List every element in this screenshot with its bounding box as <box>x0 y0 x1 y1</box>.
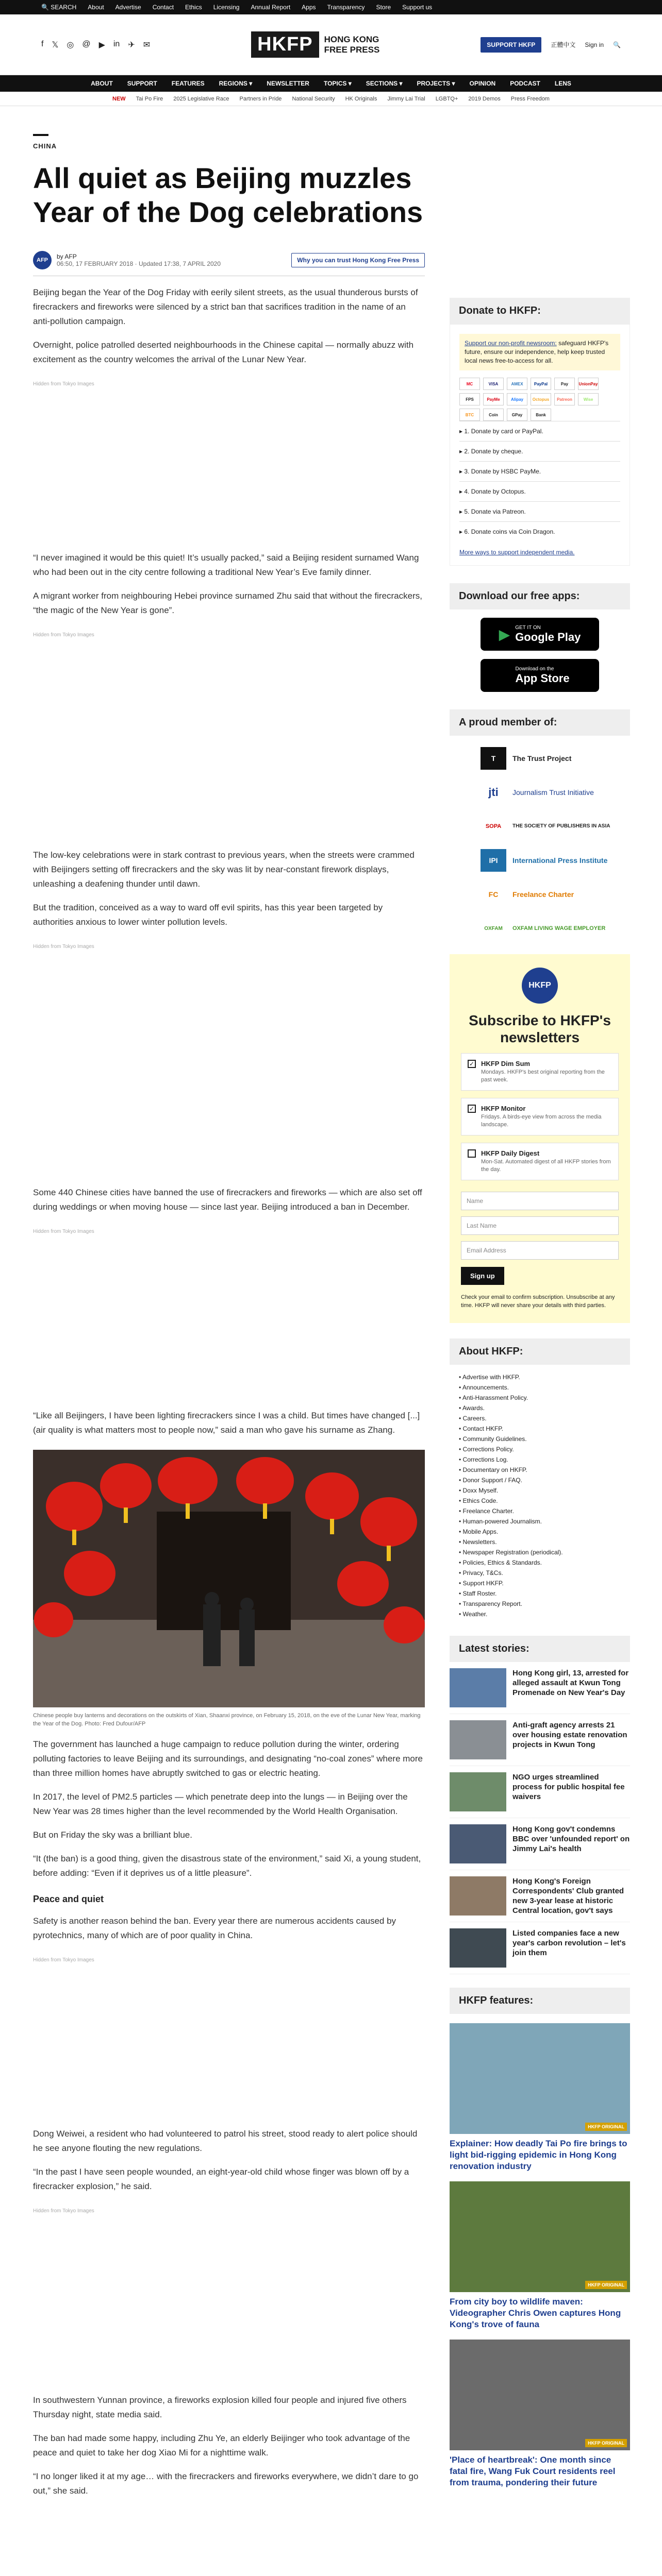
tag-link[interactable]: National Security <box>292 95 335 102</box>
about-link[interactable]: About <box>88 4 104 11</box>
apps-link[interactable]: Apps <box>302 4 316 11</box>
threads-icon[interactable]: @ <box>82 39 91 48</box>
about-link[interactable]: • Weather. <box>459 1609 621 1619</box>
nav-lens[interactable]: LENS <box>554 80 571 87</box>
about-link[interactable]: • Corrections Log. <box>459 1454 621 1465</box>
sidebar <box>450 298 630 2488</box>
payment-icon: PayMe <box>483 393 504 405</box>
member-trust-project[interactable]: T The Trust Project <box>450 747 630 770</box>
ad-space <box>33 387 425 541</box>
about-link[interactable]: • Awards. <box>459 1403 621 1413</box>
payment-icon: PayPal <box>531 378 551 390</box>
nav-podcast[interactable]: PODCAST <box>510 80 540 87</box>
oxfam-logo: OXFAM <box>484 925 503 931</box>
trending-tags <box>0 92 662 106</box>
feature-title: Explainer: How deadly Tai Po fire brings to light bid-rigging epidemic in Hong Kong renovation industry <box>450 2139 627 2171</box>
donate-option[interactable]: ▸ 1. Donate by card or PayPal. <box>459 421 620 441</box>
support-us-link[interactable]: Support us <box>402 4 433 11</box>
payment-icon: UnionPay <box>578 378 599 390</box>
member-oxfam[interactable]: OXFAM OXFAM LIVING WAGE EMPLOYER <box>450 917 630 940</box>
donate-heading: Donate to HKFP: <box>450 298 630 324</box>
paragraph: “It (the ban) is a good thing, given the disastrous state of the environment,” said Xi, a young student, before adding: “Even if it deprives us of a little pleasure”. <box>33 1854 421 1878</box>
trust-project-logo: T <box>481 747 506 770</box>
story-thumbnail <box>450 1720 506 1759</box>
paragraph: Beijing began the Year of the Dog Friday with eerily silent streets, as the usual thunderous bursts of firecrackers and fireworks were silenced by a strict ban that sacrifices tradition in the name of an anti-pollution campaign. <box>33 287 418 326</box>
checkbox[interactable]: ✓ <box>468 1105 476 1113</box>
about-link[interactable]: • Anti-Harassment Policy. <box>459 1393 621 1403</box>
lantern-photo-illustration <box>33 1450 425 1707</box>
tag-link[interactable]: Jimmy Lai Trial <box>387 95 425 102</box>
header-actions <box>481 37 621 53</box>
original-badge: HKFP ORIGINAL <box>585 2281 627 2289</box>
nav-about[interactable]: ABOUT <box>91 80 113 87</box>
latest-story[interactable]: NGO urges streamlined process for public hospital fee waivers <box>450 1766 630 1818</box>
article-title: All quiet as Beijing muzzles Year of the Dog celebrations <box>33 162 423 228</box>
about-heading: About HKFP: <box>450 1338 630 1365</box>
paragraph: A migrant worker from neighbouring Hebei province surnamed Zhu said that without the firecrackers, “the magic of the New Year is gone”. <box>33 591 422 615</box>
contact-link[interactable]: Contact <box>152 4 174 11</box>
paragraph: “I no longer liked it at my age… with the firecrackers and fireworks everywhere, we didn’t dare to go out,” she said. <box>33 2471 419 2496</box>
google-play-button[interactable]: ▶ GET IT ON Google Play <box>481 618 599 651</box>
feature-image <box>450 2181 630 2292</box>
checkbox[interactable]: ✓ <box>468 1060 476 1068</box>
linkedin-icon[interactable]: in <box>113 39 120 48</box>
newsletter-title: Subscribe to HKFP's newsletters <box>469 1012 611 1045</box>
about-link[interactable]: • Contact HKFP. <box>459 1423 621 1434</box>
category-label[interactable]: CHINA <box>33 142 57 150</box>
member-jti[interactable]: jti Journalism Trust Initiative <box>450 781 630 804</box>
transparency-link[interactable]: Transparency <box>327 4 365 11</box>
site-header <box>0 14 662 75</box>
ad-space <box>33 1234 425 1399</box>
donate-intro-link[interactable]: Support our non-profit newsroom: <box>465 340 557 347</box>
nav-sections[interactable]: SECTIONS ▾ <box>366 80 403 87</box>
payment-icon: FPS <box>459 393 480 405</box>
ad-space <box>33 950 425 1176</box>
about-link[interactable]: • Announcements. <box>459 1382 621 1393</box>
feature-image <box>450 2023 630 2134</box>
about-link[interactable]: • Donor Support / FAQ. <box>459 1475 621 1485</box>
feature-title: 'Place of heartbreak': One month since fatal fire, Wang Fuk Court residents reel from trauma, pondering their future <box>450 2455 616 2487</box>
payment-icon: BTC <box>459 409 480 421</box>
latest-story[interactable]: Hong Kong's Foreign Correspondents' Club granted new 3-year lease at historic Central location, gov't says <box>450 1870 630 1922</box>
apps-heading: Download our free apps: <box>450 583 630 609</box>
payment-methods <box>459 378 620 421</box>
donate-option[interactable]: ▸ 6. Donate coins via Coin Dragon. <box>459 521 620 541</box>
payment-icon: Wise <box>578 393 599 405</box>
about-link[interactable]: • Freelance Charter. <box>459 1506 621 1516</box>
ad-space <box>33 2214 425 2384</box>
about-link[interactable]: • Careers. <box>459 1413 621 1423</box>
google-play-icon: ▶ <box>499 626 510 642</box>
about-link[interactable]: • Documentary on HKFP. <box>459 1465 621 1475</box>
latest-story[interactable]: Hong Kong gov't condemns BBC over 'unfounded report' on Jimmy Lai's health <box>450 1818 630 1870</box>
paragraph: But the tradition, conceived as a way to ward off evil spirits, has this year been targeted by authorities anxious to lower winter pollution levels. <box>33 903 383 927</box>
advertise-link[interactable]: Advertise <box>115 4 141 11</box>
tag-link[interactable]: 2019 Demos <box>468 95 501 102</box>
paragraph: Overnight, police patrolled deserted neighbourhoods in the Chinese capital — normally abuzz with excitement as the country welcomes the arrival of the Lunar New Year. <box>33 340 414 364</box>
payment-icon: MC <box>459 378 480 390</box>
name-field[interactable]: Name <box>461 1192 619 1210</box>
donate-option[interactable]: ▸ 3. Donate by HSBC PayMe. <box>459 461 620 481</box>
nav-newsletter[interactable]: NEWSLETTER <box>267 80 309 87</box>
paragraph: In southwestern Yunnan province, a fireworks explosion killed four people and injured five others Thursday night, state media said. <box>33 2395 407 2419</box>
ad-label: Hidden from Tokyo Images <box>33 381 94 387</box>
trust-link[interactable]: Why you can trust Hong Kong Free Press <box>291 253 425 267</box>
paragraph: But on Friday the sky was a brilliant blue. <box>33 1830 192 1840</box>
tag-link[interactable]: Press Freedom <box>510 95 550 102</box>
photo-caption: Chinese people buy lanterns and decorations on the outskirts of Xian, Shaanxi province, on February 15, 2018, on the eve of the Lunar New Year, marking the Year of the Dog. Photo: Fred Dufour/AFP <box>33 1713 421 1727</box>
paragraph: Safety is another reason behind the ban. Every year there are numerous accidents caused by pyrotechnics, many of which are of poor quality in China. <box>33 1916 396 1940</box>
paragraph: “In the past I have seen people wounded, an eight-year-old child whose finger was blown off by a firecracker explosion,” he said. <box>33 2167 409 2191</box>
payment-icon: Coin <box>483 409 504 421</box>
category-bar <box>33 134 48 136</box>
site-logo[interactable] <box>251 31 379 58</box>
donate-panel <box>450 324 630 566</box>
email-icon[interactable]: ✉ <box>143 40 151 49</box>
donate-option[interactable]: ▸ 2. Donate by cheque. <box>459 441 620 461</box>
newsletter-signup <box>450 954 630 1323</box>
payment-icon: Pay <box>554 378 575 390</box>
about-link[interactable]: • Support HKFP. <box>459 1578 621 1588</box>
ad-label: Hidden from Tokyo Images <box>33 944 94 950</box>
tag-link[interactable]: Partners in Pride <box>239 95 282 102</box>
newsletter-option-daily-digest[interactable]: HKFP Daily Digest Mon-Sat. Automated digest of all HKFP stories from the day. <box>461 1143 619 1180</box>
about-link[interactable]: • Transparency Report. <box>459 1599 621 1609</box>
about-list <box>450 1365 630 1626</box>
newsletter-option-dim-sum[interactable]: ✓ HKFP Dim Sum Mondays. HKFP's best original reporting from the past week. <box>461 1053 619 1091</box>
x-icon[interactable]: 𝕏 <box>52 40 59 49</box>
store-link[interactable]: Store <box>376 4 391 11</box>
about-link[interactable]: • Privacy, T&Cs. <box>459 1568 621 1578</box>
payment-icon: GPay <box>507 409 527 421</box>
nav-features[interactable]: FEATURES <box>171 80 205 87</box>
paragraph: The ban had made some happy, including Zhu Ye, an elderly Beijinger who took advantage of the peace and quiet to take her dog Xiao Mi for a nighttime walk. <box>33 2433 410 2458</box>
feature-item[interactable] <box>450 2181 630 2330</box>
article-photo[interactable] <box>33 1450 425 1707</box>
member-heading: A proud member of: <box>450 709 630 736</box>
donate-option[interactable]: ▸ 5. Donate via Patreon. <box>459 501 620 521</box>
nav-topics[interactable]: TOPICS ▾ <box>323 80 352 87</box>
story-thumbnail <box>450 1772 506 1811</box>
search-icon[interactable]: 🔍 <box>613 41 621 48</box>
jti-logo: jti <box>488 786 499 799</box>
original-badge: HKFP ORIGINAL <box>585 2439 627 2447</box>
main-nav <box>0 75 662 92</box>
about-link[interactable]: • Doxx Myself. <box>459 1485 621 1496</box>
search-link[interactable]: 🔍 SEARCH <box>41 4 77 11</box>
annual-report-link[interactable]: Annual Report <box>251 4 291 11</box>
latest-story[interactable]: Anti-graft agency arrests 21 over housing estate renovation projects in Kwun Tong <box>450 1714 630 1766</box>
donate-option[interactable]: ▸ 4. Donate by Octopus. <box>459 481 620 501</box>
payment-icon: VISA <box>483 378 504 390</box>
feature-title: From city boy to wildlife maven: Videographer Chris Owen captures Hong Kong's trove of fauna <box>450 2297 621 2329</box>
donate-intro: Support our non-profit newsroom: safeguard HKFP's future, ensure our independence, help keep trusted local news free-to-access for all. <box>459 334 620 370</box>
features-heading: HKFP features: <box>450 1988 630 2014</box>
telegram-icon[interactable]: ✈ <box>128 40 135 49</box>
ad-label: Hidden from Tokyo Images <box>33 1957 94 1963</box>
about-link[interactable]: • Staff Roster. <box>459 1588 621 1599</box>
subheading: Peace and quiet <box>33 1894 104 1904</box>
email-field[interactable]: Email Address <box>461 1241 619 1260</box>
latest-stories <box>450 1662 630 1974</box>
social-links <box>41 40 150 50</box>
story-thumbnail <box>450 1928 506 1968</box>
about-link[interactable]: • Ethics Code. <box>459 1496 621 1506</box>
utility-bar <box>0 0 662 14</box>
newsletter-note: Check your email to confirm subscription. Unsubscribe at any time. HKFP will never share your details with third parties. <box>461 1294 615 1309</box>
support-hkfp-button[interactable]: SUPPORT HKFP <box>481 37 541 53</box>
byline-text <box>57 253 221 267</box>
last-name-field[interactable]: Last Name <box>461 1216 619 1235</box>
youtube-icon[interactable]: ▶ <box>98 40 105 49</box>
avatar: AFP <box>33 251 52 269</box>
feature-item[interactable] <box>450 2023 630 2172</box>
app-store-button[interactable]: Download on the App Store <box>481 659 599 692</box>
member-sopa[interactable]: SOPA THE SOCIETY OF PUBLISHERS IN ASIA <box>450 815 630 838</box>
facebook-icon[interactable]: f <box>41 39 44 48</box>
original-badge: HKFP ORIGINAL <box>585 2123 627 2131</box>
logo-text: HONG KONG FREE PRESS <box>324 34 380 55</box>
payment-icon: Octopus <box>531 393 551 405</box>
payment-icon: AMEX <box>507 378 527 390</box>
article <box>33 134 425 2498</box>
ad-space <box>33 1963 425 2117</box>
nav-support[interactable]: SUPPORT <box>127 80 157 87</box>
author-name[interactable]: by AFP <box>57 253 77 260</box>
paragraph: The government has launched a huge campaign to reduce pollution during the winter, ordering polluting factories to leave Beijing and its surroundings, and designating “no-coal zones” where more than three million homes have abruptly switched to gas or electric heating. <box>33 1739 423 1778</box>
latest-story[interactable]: Listed companies face a new year's carbon revolution – let's join them <box>450 1922 630 1974</box>
ad-space <box>33 638 425 839</box>
tag-link[interactable]: Tai Po Fire <box>136 95 163 102</box>
about-link[interactable]: • Newsletters. <box>459 1537 621 1547</box>
ipi-logo: IPI <box>481 849 506 872</box>
paragraph: The low-key celebrations were in stark contrast to previous years, when the streets were crammed with Beijingers setting off firecrackers and the sky was lit by near-constant firework displays, unleashing a deafening thunder until dawn. <box>33 850 415 889</box>
tag-link[interactable]: HK Originals <box>345 95 377 102</box>
paragraph: Some 440 Chinese cities have banned the use of firecrackers and fireworks — which are also set off during weddings or when moving house — since last year. Beijing introduced a ban in December. <box>33 1188 422 1212</box>
member-freelance-charter[interactable]: FC Freelance Charter <box>450 883 630 906</box>
ad-label: Hidden from Tokyo Images <box>33 632 94 638</box>
feature-item[interactable] <box>450 2340 630 2488</box>
paragraph: “I never imagined it would be this quiet! It’s usually packed,” said a Beijing resident surnamed Wang who had been out in the city centre following a traditional New Year’s Eve family dinner. <box>33 553 419 577</box>
sopa-logo: SOPA <box>485 823 502 829</box>
more-ways-link[interactable]: More ways to support independent media. <box>459 549 575 556</box>
feature-image <box>450 2340 630 2450</box>
about-link[interactable]: • Corrections Policy. <box>459 1444 621 1454</box>
checkbox[interactable] <box>468 1149 476 1158</box>
about-link[interactable]: • Policies, Ethics & Standards. <box>459 1557 621 1568</box>
new-label: NEW <box>112 95 126 102</box>
about-link[interactable]: • Advertise with HKFP. <box>459 1372 621 1382</box>
paragraph: Dong Weiwei, a resident who had volunteered to patrol his street, stood ready to alert police should he see anyone flouting the new regulations. <box>33 2129 418 2153</box>
latest-heading: Latest stories: <box>450 1636 630 1662</box>
ad-label: Hidden from Tokyo Images <box>33 1229 94 1234</box>
logo-mark: HKFP <box>251 31 319 58</box>
tag-link[interactable]: 2025 Legislative Race <box>173 95 229 102</box>
story-thumbnail <box>450 1876 506 1916</box>
about-link[interactable]: • Mobile Apps. <box>459 1527 621 1537</box>
story-thumbnail <box>450 1668 506 1707</box>
nav-opinion[interactable]: OPINION <box>469 80 496 87</box>
instagram-icon[interactable]: ◎ <box>67 40 74 49</box>
tag-link[interactable]: LGBTQ+ <box>435 95 458 102</box>
nav-projects[interactable]: PROJECTS ▾ <box>417 80 455 87</box>
freelance-charter-logo: FC <box>488 890 499 899</box>
publish-date: 06:50, 17 FEBRUARY 2018 · Updated 17:38, 7 APRIL 2020 <box>57 260 221 267</box>
language-switch[interactable]: 正體中文 <box>551 41 576 48</box>
payment-icon: Alipay <box>507 393 527 405</box>
byline <box>33 251 425 269</box>
paragraph: “Like all Beijingers, I have been lighting firecrackers since I was a child. But times have changed [...] (air quality is what matters most to people now,” said a man who gave his surname as Zhang. <box>33 1411 420 1435</box>
about-link[interactable]: • Newspaper Registration (periodical). <box>459 1547 621 1557</box>
signin-link[interactable]: Sign in <box>585 41 604 48</box>
ad-label: Hidden from Tokyo Images <box>33 2208 94 2214</box>
about-link[interactable]: • Community Guidelines. <box>459 1434 621 1444</box>
story-thumbnail <box>450 1824 506 1863</box>
about-link[interactable]: • Human-powered Journalism. <box>459 1516 621 1527</box>
payment-icon: Bank <box>531 409 551 421</box>
paragraph: In 2017, the level of PM2.5 particles — which penetrate deep into the lungs — in Beijing over the New Year was 28 times higher than the level recommended by the World Health Organisation. <box>33 1792 408 1816</box>
licensing-link[interactable]: Licensing <box>213 4 240 11</box>
newsletter-logo: HKFP <box>522 968 558 1004</box>
latest-story[interactable]: Hong Kong girl, 13, arrested for alleged assault at Kwun Tong Promenade on New Year's Day <box>450 1662 630 1714</box>
nav-regions[interactable]: REGIONS ▾ <box>219 80 253 87</box>
payment-icon: Patreon <box>554 393 575 405</box>
signup-button[interactable]: Sign up <box>461 1267 504 1285</box>
member-ipi[interactable]: IPI International Press Institute <box>450 849 630 872</box>
newsletter-option-monitor[interactable]: ✓ HKFP Monitor Fridays. A birds-eye view from across the media landscape. <box>461 1098 619 1136</box>
ethics-link[interactable]: Ethics <box>185 4 202 11</box>
